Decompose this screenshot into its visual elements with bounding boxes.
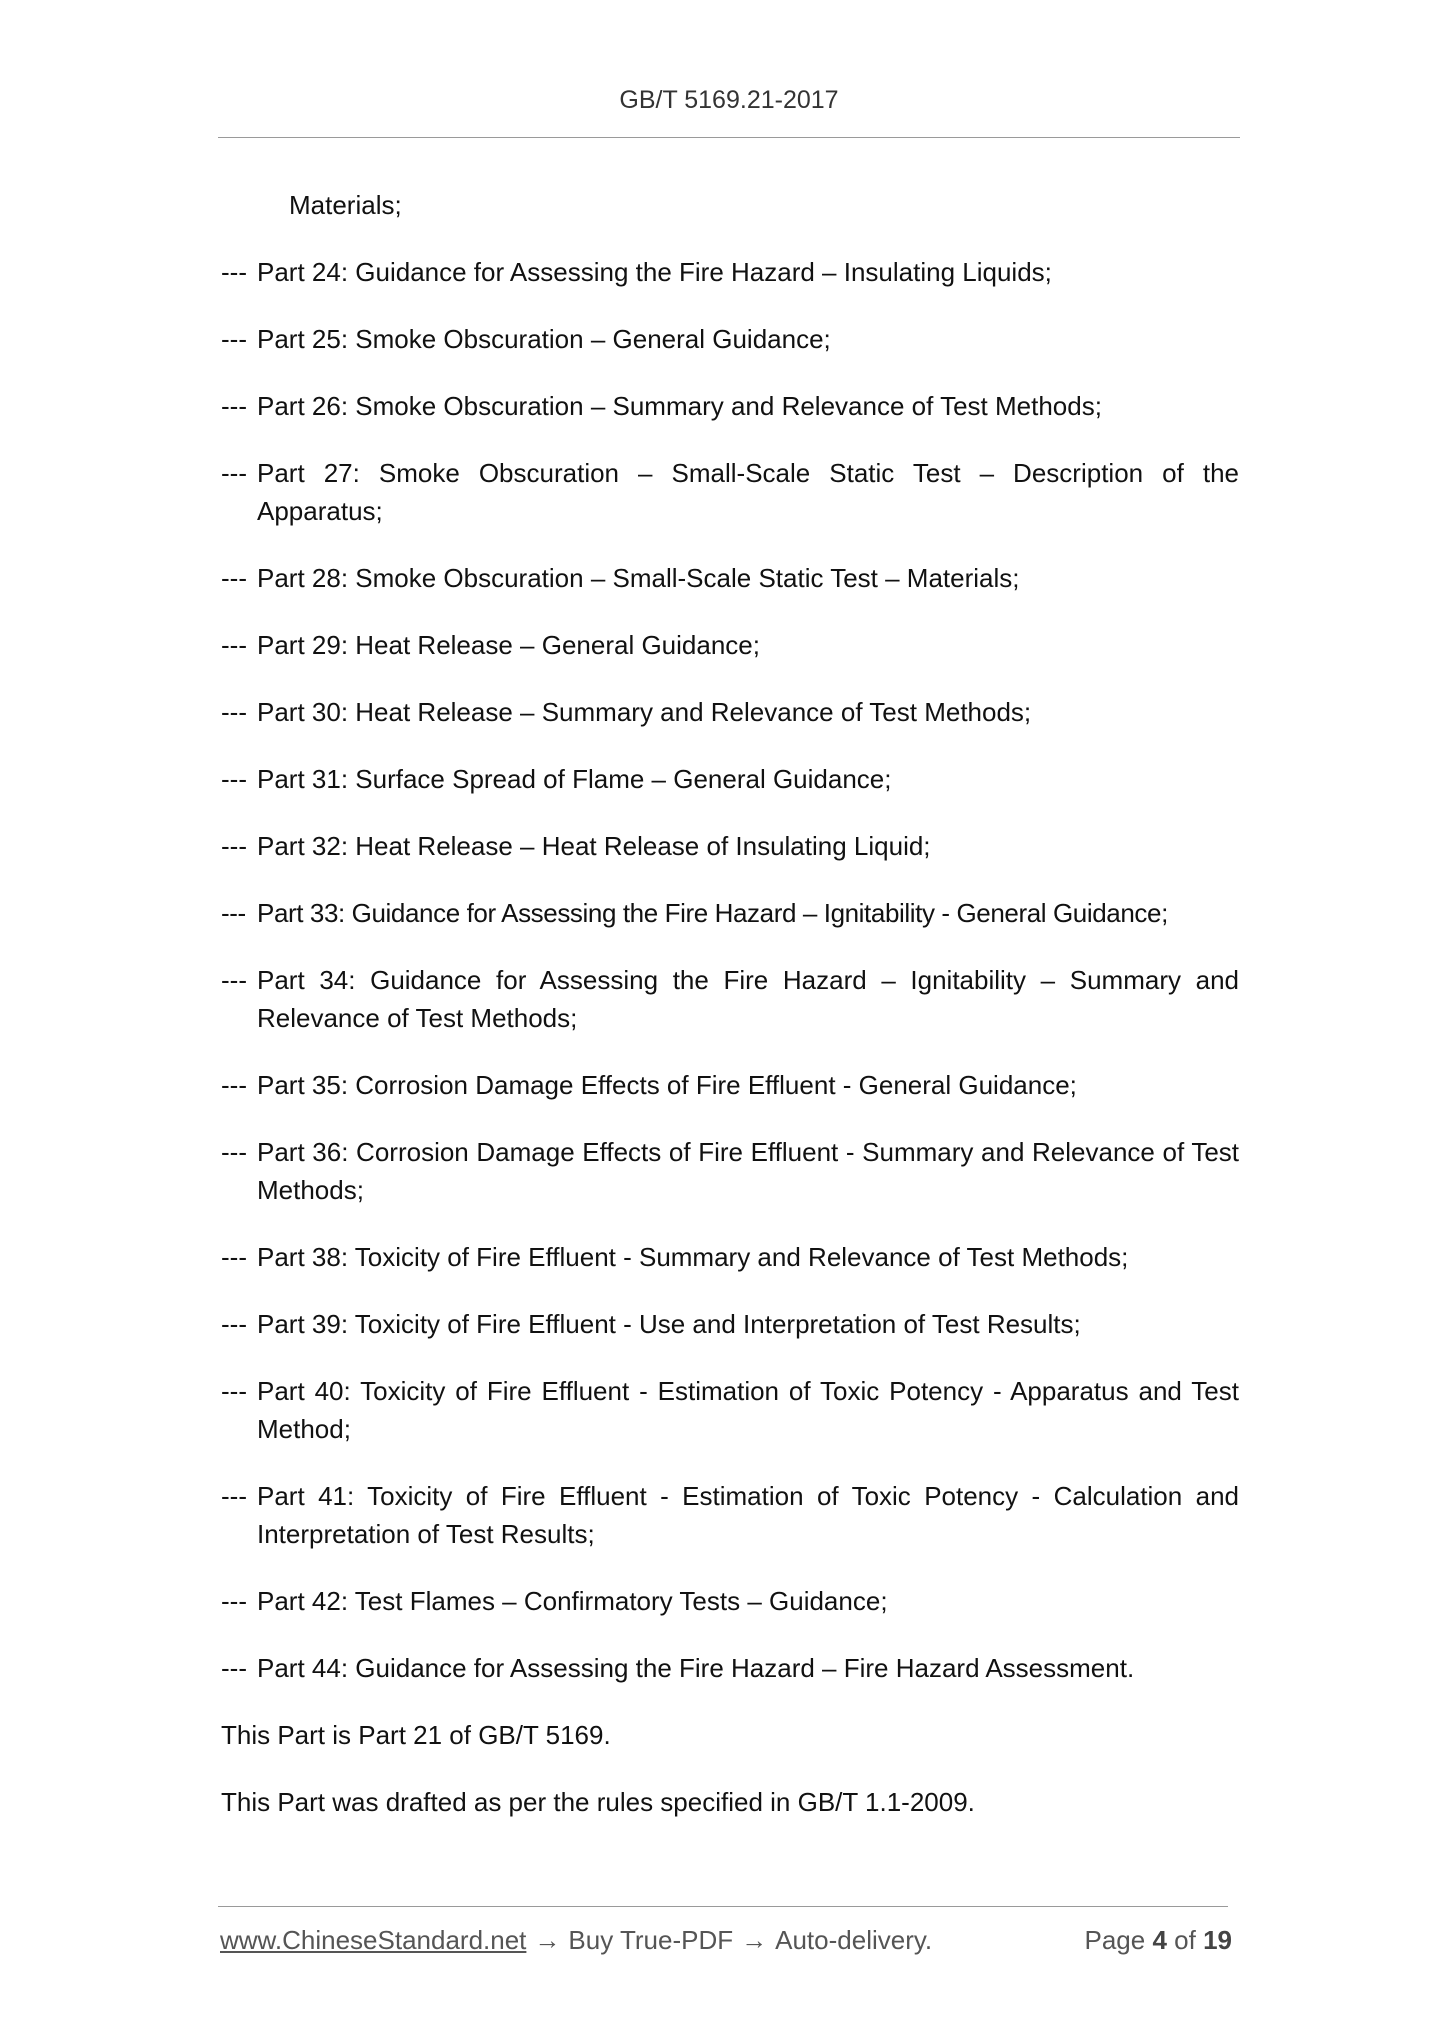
list-dash: --- <box>221 697 247 727</box>
list-item <box>221 387 1239 425</box>
list-item <box>221 693 1239 731</box>
list-item-text: Part 35: Corrosion Damage Effects of Fire Effluent - General Guidance; <box>257 1070 1077 1100</box>
buy-text: Buy True-PDF <box>568 1925 734 1955</box>
document-code: GB/T 5169.21-2017 <box>619 86 839 114</box>
body-paragraph: This Part was drafted as per the rules specified in GB/T 1.1-2009. <box>221 1787 975 1817</box>
list-item-text: Part 31: Surface Spread of Flame – General Guidance; <box>257 764 892 794</box>
list-item <box>221 1238 1239 1276</box>
list-item <box>221 1477 1239 1553</box>
body-paragraph: This Part is Part 21 of GB/T 5169. <box>221 1720 611 1750</box>
list-dash: --- <box>221 1070 247 1100</box>
list-dash: --- <box>221 1586 247 1616</box>
of-label: of <box>1174 1925 1196 1955</box>
parts-list <box>221 253 1239 1687</box>
header-divider <box>218 137 1240 138</box>
list-dash: --- <box>221 563 247 593</box>
list-dash: --- <box>221 630 247 660</box>
page-label: Page <box>1084 1925 1146 1955</box>
list-dash: --- <box>221 257 247 287</box>
list-dash: --- <box>221 1137 247 1167</box>
list-item <box>221 1133 1239 1209</box>
page-number <box>1084 1925 1232 1956</box>
list-dash: --- <box>221 458 247 488</box>
list-item <box>221 1372 1239 1448</box>
list-dash: --- <box>221 898 246 928</box>
list-dash: --- <box>221 391 247 421</box>
list-item-text: Part 25: Smoke Obscuration – General Guidance; <box>257 324 831 354</box>
list-item-text: Part 28: Smoke Obscuration – Small-Scale Static Test – Materials; <box>257 563 1020 593</box>
list-dash: --- <box>221 1376 247 1406</box>
list-item-text: Part 30: Heat Release – Summary and Relevance of Test Methods; <box>257 697 1032 727</box>
list-item-text: Part 33: Guidance for Assessing the Fire Hazard – Ignitability - General Guidance; <box>257 898 1168 928</box>
arrow-right-icon: → <box>534 1925 561 1955</box>
list-item <box>221 760 1239 798</box>
document-header <box>218 86 1240 115</box>
list-dash: --- <box>221 1653 247 1683</box>
continuation-line: Materials; <box>289 190 402 220</box>
footer-promo <box>220 1925 932 1956</box>
list-dash: --- <box>221 1481 247 1511</box>
footer-divider <box>218 1906 1228 1907</box>
list-item-text: Part 44: Guidance for Assessing the Fire Hazard – Fire Hazard Assessment. <box>257 1653 1135 1683</box>
website-link[interactable]: www.ChineseStandard.net <box>220 1925 527 1955</box>
list-dash: --- <box>221 324 247 354</box>
page-footer <box>220 1925 1232 1956</box>
list-dash: --- <box>221 1242 247 1272</box>
list-item <box>221 827 1239 865</box>
delivery-text: Auto-delivery. <box>775 1925 933 1955</box>
page-total: 19 <box>1203 1925 1232 1955</box>
list-item <box>221 559 1239 597</box>
list-item-text: Part 29: Heat Release – General Guidance; <box>257 630 760 660</box>
list-item-text: Part 24: Guidance for Assessing the Fire Hazard – Insulating Liquids; <box>257 257 1052 287</box>
list-item-text: Part 34: Guidance for Assessing the Fire Hazard – Ignitability – Summary and Relevance of Test Methods; <box>257 965 1239 1033</box>
list-dash: --- <box>221 1309 247 1339</box>
list-item-text: Part 40: Toxicity of Fire Effluent - Estimation of Toxic Potency - Apparatus and Test Method; <box>257 1376 1239 1444</box>
list-item-text: Part 32: Heat Release – Heat Release of Insulating Liquid; <box>257 831 931 861</box>
list-item-text: Part 27: Smoke Obscuration – Small-Scale Static Test – Description of the Apparatus; <box>257 458 1239 526</box>
list-item-text: Part 38: Toxicity of Fire Effluent - Summary and Relevance of Test Methods; <box>257 1242 1129 1272</box>
list-dash: --- <box>221 965 247 995</box>
list-item-text: Part 26: Smoke Obscuration – Summary and Relevance of Test Methods; <box>257 391 1102 421</box>
list-item <box>221 1066 1239 1104</box>
arrow-right-icon: → <box>741 1925 768 1955</box>
list-item <box>221 1305 1239 1343</box>
list-item <box>221 454 1239 530</box>
list-dash: --- <box>221 764 247 794</box>
list-item-text: Part 36: Corrosion Damage Effects of Fire Effluent - Summary and Relevance of Test Methods; <box>257 1137 1239 1205</box>
list-item-text: Part 41: Toxicity of Fire Effluent - Estimation of Toxic Potency - Calculation and Interpretation of Test Results; <box>257 1481 1239 1549</box>
list-item <box>221 253 1239 291</box>
list-dash: --- <box>221 831 247 861</box>
document-body <box>221 186 1239 1850</box>
list-item <box>221 894 1239 932</box>
list-item-text: Part 42: Test Flames – Confirmatory Tests – Guidance; <box>257 1586 888 1616</box>
list-item <box>221 1649 1239 1687</box>
page-current: 4 <box>1152 1925 1167 1955</box>
list-item <box>221 961 1239 1037</box>
list-item-text: Part 39: Toxicity of Fire Effluent - Use and Interpretation of Test Results; <box>257 1309 1081 1339</box>
list-item <box>221 626 1239 664</box>
list-item <box>221 1582 1239 1620</box>
list-item <box>221 320 1239 358</box>
